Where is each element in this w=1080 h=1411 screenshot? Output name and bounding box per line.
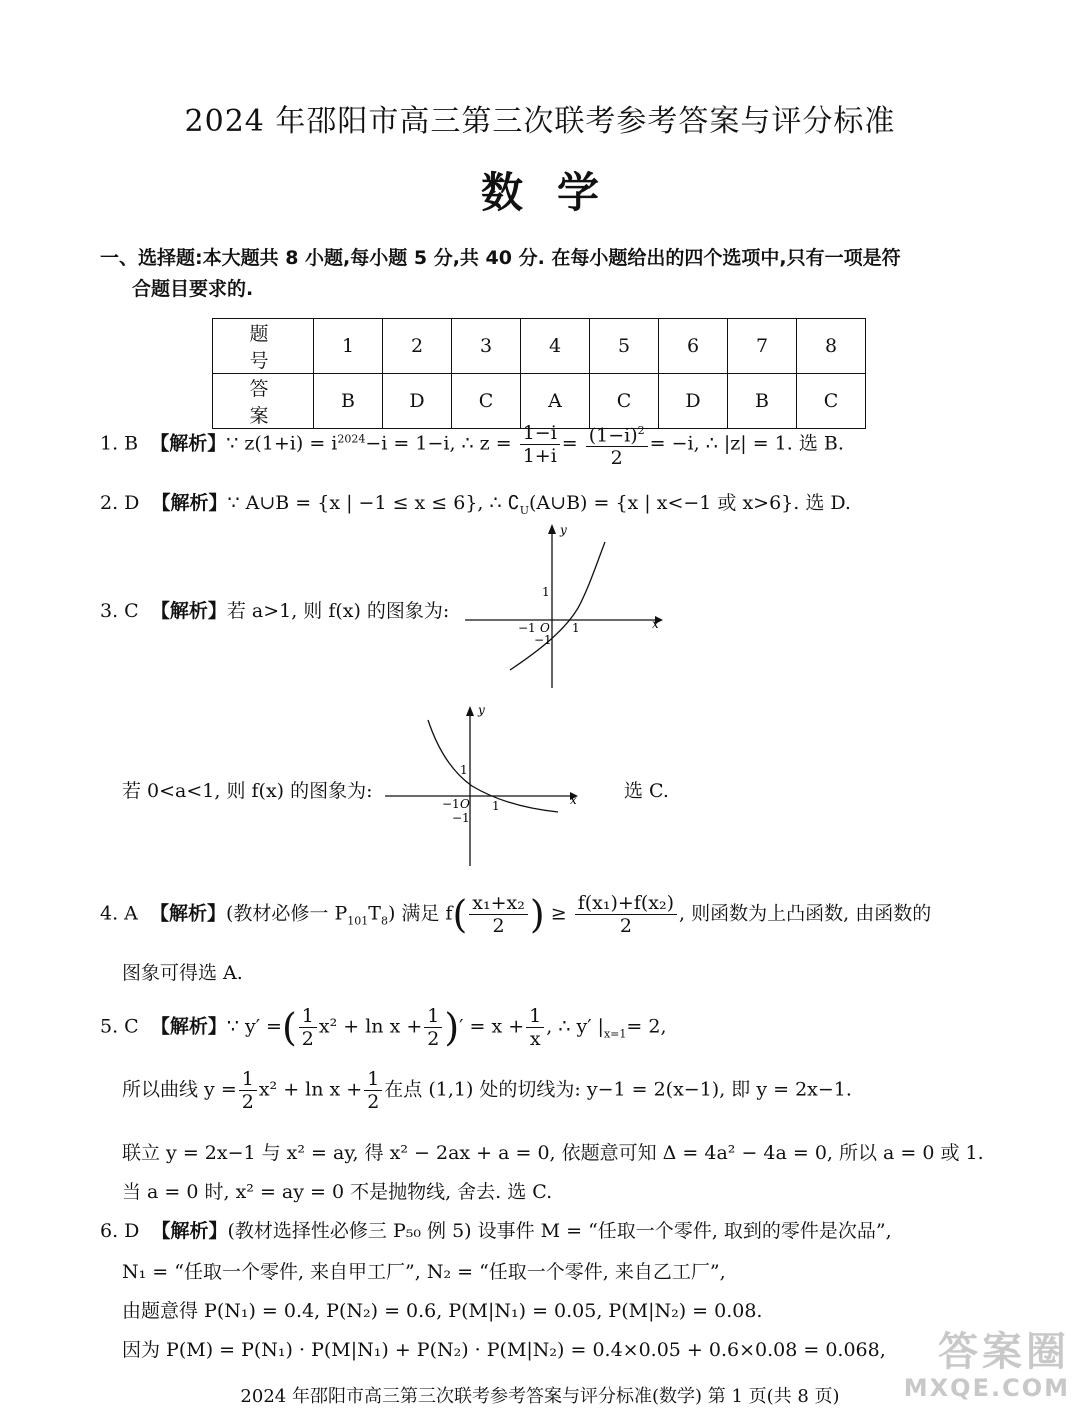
formula-text: (教材必修一 P [226,902,348,925]
left-paren: ( [281,1005,297,1050]
denominator: 2 [241,1091,254,1113]
question-label: 2. D [100,492,140,514]
solution-tag: 【解析】 [151,492,228,514]
table-cell: C [797,374,866,429]
watermark-logo-text: 答案圈 [938,1329,1070,1375]
formula-text: ) 满足 f [387,902,453,925]
answer-table [212,318,866,429]
tick-label: −1 [452,811,470,825]
y-label: y [560,523,567,537]
formula-subscript: x=1 [603,1027,627,1041]
table-cell: 6 [659,319,728,374]
section-heading: 一、选择题:本大题共 8 小题,每小题 5 分,共 40 分. 在每小题给出的四个选项中,只有一项是符 [100,247,901,269]
formula-exponent: 2024 [337,432,366,446]
numerator: 1 [364,1068,382,1091]
solution-tag: 【解析】 [150,432,227,455]
question-1 [100,420,844,469]
formula-text: −i = 1−i, ∴ z = [365,432,512,455]
numerator: 1−i [520,422,560,445]
tick-label: −1 [442,797,460,811]
formula-text: ∵ z(1+i) = i [226,432,338,455]
question-label: 4. A [100,902,138,925]
denominator: 2 [610,447,623,470]
question-5-line3: 联立 y = 2x−1 与 x² = ay, 得 x² − 2ax + a = 0, 依题意可知 Δ = 4a² − 4a = 0, 所以 a = 0 或 1. [122,1142,984,1164]
question-label: 5. C [100,1015,139,1038]
question-5-line2 [122,1068,852,1113]
numerator: f(x₁)+f(x₂) [575,892,677,915]
page-title: 2024 年邵阳市高三第三次联考参考答案与评分标准 [184,104,896,139]
question-label: 3. C [100,600,139,622]
question-text: 若 a>1, 则 f(x) 的图象为: [226,600,450,622]
numerator: x₁+x₂ [469,892,528,915]
tick-label: 1 [542,585,550,599]
tick-label: 1 [492,799,500,813]
row-label-answer: 答 案 [213,374,314,429]
section-heading-cont: 合题目要求的. [132,278,254,300]
fraction [424,1005,442,1050]
formula-subscript: 101 [347,914,369,928]
formula-text: = 2, [626,1015,667,1038]
solution-tag: 【解析】 [149,902,226,925]
fraction [586,420,648,469]
page-footer: 2024 年邵阳市高三第三次联考参考答案与评分标准(数学) 第 1 页(共 8 页) [240,1386,840,1407]
fraction [239,1068,257,1113]
fraction [364,1068,382,1113]
y-axis-arrow [466,706,474,716]
formula-text: x² + ln x + [318,1015,423,1038]
x-label: x [570,793,577,807]
question-label: 1. B [100,432,139,455]
tick-label: 1 [572,621,580,635]
table-cell: C [452,374,521,429]
question-5 [100,1005,666,1050]
formula-text: ∵ A∪B = {x | −1 ≤ x ≤ 6}, ∴ ∁ [227,492,520,514]
question-3 [100,596,449,623]
denominator: 2 [492,915,505,937]
x-label: x [652,617,659,631]
formula-subscript: U [519,503,530,517]
tick-label: −1 [534,633,552,647]
numerator: 1 [526,1005,544,1028]
formula-text: , 则函数为上凸函数, 由函数的 [679,902,932,925]
numerator-exponent: 2 [637,424,645,437]
table-cell: 7 [728,319,797,374]
formula-text: T [368,902,381,925]
numerator: 1 [299,1005,317,1028]
question-4 [100,892,931,937]
watermark-url: MXQE.COM [903,1374,1070,1402]
formula-subscript: 8 [380,914,388,928]
formula-text: , ∴ y′ | [546,1015,604,1038]
denominator: 2 [301,1028,314,1050]
table-cell: 8 [797,319,866,374]
formula-text: ∵ y′ = [226,1015,282,1038]
table-cell: 2 [383,319,452,374]
solution-tag: 【解析】 [150,600,227,622]
formula-text: (教材选择性必修三 P₅₀ 例 5) 设事件 M = “任取一个零件, 取到的零件是次品”, [227,1220,892,1242]
fraction [526,1005,544,1050]
table-cell: D [659,374,728,429]
y-label: y [478,703,485,717]
table-cell: A [521,374,590,429]
fraction [299,1005,317,1050]
table-cell: 3 [452,319,521,374]
question-6-line2: N₁ = “任取一个零件, 来自甲工厂”, N₂ = “任取一个零件, 来自乙工厂”, [122,1261,726,1283]
table-cell: B [314,374,383,429]
question-6-line3: 由题意得 P(N₁) = 0.4, P(N₂) = 0.6, P(M|N₁) = 0.05, P(M|N₂) = 0.08. [122,1300,763,1322]
table-cell: B [728,374,797,429]
question-6-line4: 因为 P(M) = P(N₁) · P(M|N₁) + P(N₂) · P(M|N₂) = 0.4×0.05 + 0.6×0.08 = 0.068, [122,1339,886,1361]
row-label-number: 题 号 [213,319,314,374]
right-paren: ) [444,1005,460,1050]
numerator: 1 [239,1068,257,1091]
origin-label: O [540,621,550,635]
formula-text: = −i, ∴ |z| = 1. 选 B. [649,432,844,455]
fraction [575,892,677,937]
choose-c: 选 C. [624,780,669,802]
formula-text: 所以曲线 y = [122,1078,237,1101]
table-cell: C [590,374,659,429]
numerator: 1 [424,1005,442,1028]
fraction [520,422,560,467]
formula-text: ≥ [550,902,567,925]
origin-label: O [460,797,470,811]
denominator: 1+i [522,445,557,468]
fraction [469,892,528,937]
numerator-text: (1−i) [588,424,638,447]
question-5-line4: 当 a = 0 时, x² = ay = 0 不是抛物线, 舍去. 选 C. [122,1181,553,1203]
curve [510,542,605,670]
subject-heading: 数学 [480,168,633,217]
table-cell: D [383,374,452,429]
question-4-cont: 图象可得选 A. [122,962,243,984]
table-cell: 4 [521,319,590,374]
question-2 [100,488,851,517]
solution-tag: 【解析】 [151,1220,228,1242]
formula-text: ′ = x + [459,1015,525,1038]
formula-text: = [561,432,578,455]
tick-label: −1 [518,621,536,635]
y-axis-arrow [548,524,556,534]
denominator: 2 [367,1091,380,1113]
tick-label: 1 [460,763,468,777]
left-paren: ( [452,892,468,937]
graph-decreasing [380,700,590,870]
formula-text: x² + ln x + [258,1078,363,1101]
denominator: 2 [427,1028,440,1050]
graph-increasing [460,520,670,690]
table-cell: 5 [590,319,659,374]
formula-text: 在点 (1,1) 处的切线为: y−1 = 2(x−1), 即 y = 2x−1. [384,1078,852,1101]
question-label: 6. D [100,1220,140,1242]
denominator: 2 [619,915,632,937]
table-cell: 1 [314,319,383,374]
question-3-case2: 若 0<a<1, 则 f(x) 的图象为: [122,780,373,802]
question-6 [100,1216,892,1243]
right-paren: ) [529,892,545,937]
formula-text: (A∪B) = {x | x<−1 或 x>6}. 选 D. [529,492,851,514]
solution-tag: 【解析】 [150,1015,227,1038]
table-row [213,319,866,374]
watermark [904,1330,1070,1402]
denominator: x [529,1028,541,1050]
numerator [586,420,648,447]
